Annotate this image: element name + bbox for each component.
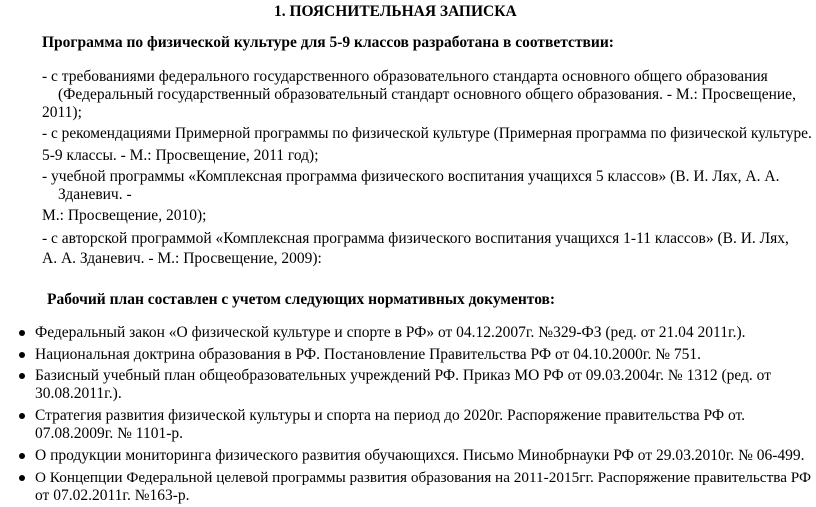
bullet-icon: [19, 453, 25, 459]
requirement-line: 2011);: [42, 104, 82, 121]
bullet-icon: [19, 413, 25, 419]
bullet-icon: [19, 352, 25, 358]
requirement-line: М.: Просвещение, 2010);: [42, 207, 207, 224]
list-item-line: Национальная доктрина образования в РФ. Постановление Правительства РФ от 04.10.2000г. № 751.: [35, 346, 702, 363]
bullet-icon: [19, 373, 25, 379]
requirement-line: - с рекомендациями Примерной программы по физической культуре (Примерная программа по физической культуре.: [42, 125, 812, 142]
requirement-line: - с требованиями федерального государственного образовательного стандарта основного общего образования: [42, 68, 768, 85]
list-item-line: 30.08.2011г.).: [35, 385, 122, 402]
list-item-line: Федеральный закон «О физической культуре и спорте в РФ» от 04.12.2007г. №329-ФЗ (ред. от 21.04 2011г.).: [35, 324, 746, 341]
list-item-line: Базисный учебный план общеобразовательных учреждений РФ. Приказ МО РФ от 09.03.2004г. № 1312 (ред. от: [35, 367, 771, 384]
requirement-line: - с авторской программой «Комплексная программа физического воспитания учащихся 1-11 классов» (В. И. Лях,: [42, 230, 789, 247]
intro-heading: Программа по физической культуре для 5-9 классов разработана в соответствии:: [42, 34, 614, 51]
bullet-icon: [19, 475, 25, 481]
bullet-icon: [19, 330, 25, 336]
list-item-line: Стратегия развития физической культуры и спорта на период до 2020г. Распоряжение правительства РФ от.: [35, 407, 746, 424]
list-item-line: О Концепции Федеральной целевой программы развития образования на 2011-2015гг. Распоряжение правительства РФ: [35, 469, 812, 486]
requirement-line: Зданевич. -: [58, 186, 132, 203]
requirement-line: А. А. Зданевич. - М.: Просвещение, 2009):: [42, 250, 322, 267]
document-title: 1. ПОЯСНИТЕЛЬНАЯ ЗАПИСКА: [274, 3, 517, 20]
requirement-line: 5-9 классы. - М.: Просвещение, 2011 год);: [42, 147, 319, 164]
list-item-line: 07.08.2009г. № 1101-р.: [35, 425, 183, 442]
list-item-line: О продукции мониторинга физического развития обучающихся. Письмо Минобрнауки РФ от 29.03.2010г. № 06-499.: [35, 447, 805, 464]
normative-docs-heading: Рабочий план составлен с учетом следующих нормативных документов:: [47, 291, 556, 308]
requirement-line: - учебной программы «Комплексная программа физического воспитания учащихся 5 классов» (В. И. Лях, А. А.: [42, 168, 780, 185]
list-item-line: от 07.02.2011г. №163-р.: [35, 487, 190, 504]
requirement-line: (Федеральный государственный образовательный стандарт основного общего образования. - М.: Просвещение,: [58, 86, 796, 103]
